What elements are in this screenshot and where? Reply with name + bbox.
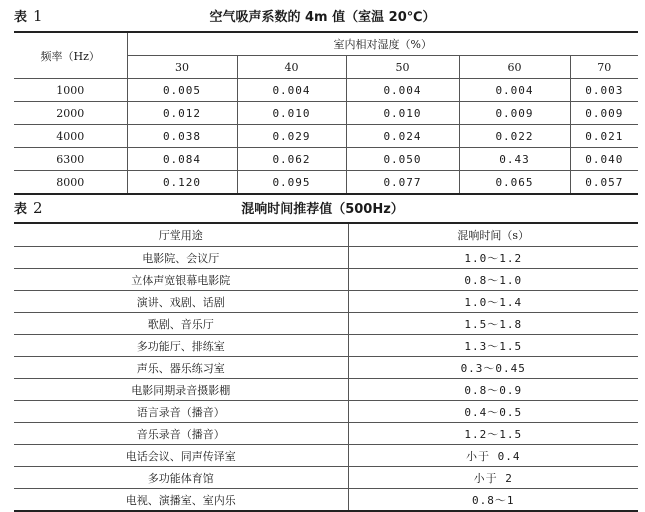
- humidity-column: 50: [346, 56, 459, 79]
- purpose-cell: 多功能厅、排练室: [14, 335, 348, 357]
- time-header: 混响时间（s）: [348, 223, 638, 247]
- time-cell: 1.2～1.5: [348, 423, 638, 445]
- table-row: [14, 313, 638, 335]
- coefficient-cell: 0.050: [346, 148, 459, 171]
- coefficient-cell: 0.062: [237, 148, 346, 171]
- humidity-column: 30: [127, 56, 237, 79]
- coefficient-cell: 0.012: [127, 102, 237, 125]
- coefficient-cell: 0.003: [570, 79, 638, 102]
- table-row: [14, 335, 638, 357]
- time-cell: 0.8～0.9: [348, 379, 638, 401]
- table2-caption: [0, 194, 645, 218]
- table-row: [14, 79, 638, 102]
- frequency-cell: 6300: [14, 148, 127, 171]
- purpose-cell: 声乐、器乐练习室: [14, 357, 348, 379]
- frequency-header: 频率（Hz）: [14, 32, 127, 79]
- table-row: [14, 423, 638, 445]
- purpose-cell: 立体声宽银幕电影院: [14, 269, 348, 291]
- time-cell: 0.4～0.5: [348, 401, 638, 423]
- humidity-column: 70: [570, 56, 638, 79]
- coefficient-cell: 0.084: [127, 148, 237, 171]
- table-row: [14, 379, 638, 401]
- table-row: [14, 247, 638, 269]
- table-row: [14, 401, 638, 423]
- coefficient-cell: 0.010: [237, 102, 346, 125]
- coefficient-cell: 0.021: [570, 125, 638, 148]
- coefficient-cell: 0.005: [127, 79, 237, 102]
- humidity-header: 室内相对湿度（%）: [127, 32, 638, 56]
- table-row: [14, 171, 638, 195]
- purpose-cell: 电影院、会议厅: [14, 247, 348, 269]
- time-cell: 1.0～1.4: [348, 291, 638, 313]
- table2-label: 表 2: [14, 199, 43, 217]
- table-row: [14, 445, 638, 467]
- coefficient-cell: 0.120: [127, 171, 237, 195]
- purpose-cell: 电视、演播室、室内乐: [14, 489, 348, 512]
- coefficient-cell: 0.009: [570, 102, 638, 125]
- coefficient-cell: 0.024: [346, 125, 459, 148]
- table-row: [14, 102, 638, 125]
- coefficient-cell: 0.004: [346, 79, 459, 102]
- coefficient-cell: 0.057: [570, 171, 638, 195]
- coefficient-cell: 0.065: [459, 171, 570, 195]
- coefficient-cell: 0.022: [459, 125, 570, 148]
- frequency-cell: 1000: [14, 79, 127, 102]
- table-row: [14, 148, 638, 171]
- coefficient-cell: 0.010: [346, 102, 459, 125]
- reverberation-time-table: [14, 222, 638, 512]
- time-cell: 小于 0.4: [348, 445, 638, 467]
- table2-title: 混响时间推荐值（500Hz）: [241, 202, 404, 217]
- coefficient-cell: 0.43: [459, 148, 570, 171]
- purpose-cell: 歌剧、音乐厅: [14, 313, 348, 335]
- coefficient-cell: 0.029: [237, 125, 346, 148]
- purpose-cell: 演讲、戏剧、话剧: [14, 291, 348, 313]
- time-cell: 0.8～1.0: [348, 269, 638, 291]
- coefficient-cell: 0.077: [346, 171, 459, 195]
- coefficient-cell: 0.004: [237, 79, 346, 102]
- coefficient-cell: 0.009: [459, 102, 570, 125]
- time-cell: 1.3～1.5: [348, 335, 638, 357]
- humidity-column: 60: [459, 56, 570, 79]
- frequency-cell: 4000: [14, 125, 127, 148]
- coefficient-cell: 0.038: [127, 125, 237, 148]
- coefficient-cell: 0.040: [570, 148, 638, 171]
- purpose-cell: 音乐录音（播音）: [14, 423, 348, 445]
- time-cell: 1.0～1.2: [348, 247, 638, 269]
- frequency-cell: 8000: [14, 171, 127, 195]
- table-row: [14, 357, 638, 379]
- table1-label: 表 1: [14, 7, 43, 25]
- time-cell: 0.3～0.45: [348, 357, 638, 379]
- time-cell: 1.5～1.8: [348, 313, 638, 335]
- humidity-column: 40: [237, 56, 346, 79]
- purpose-cell: 语言录音（播音）: [14, 401, 348, 423]
- coefficient-cell: 0.095: [237, 171, 346, 195]
- table-row: [14, 467, 638, 489]
- purpose-cell: 多功能体育馆: [14, 467, 348, 489]
- frequency-cell: 2000: [14, 102, 127, 125]
- purpose-header: 厅堂用途: [14, 223, 348, 247]
- coefficient-cell: 0.004: [459, 79, 570, 102]
- time-cell: 小于 2: [348, 467, 638, 489]
- purpose-cell: 电影同期录音摄影棚: [14, 379, 348, 401]
- purpose-cell: 电话会议、同声传译室: [14, 445, 348, 467]
- table1-title: 空气吸声系数的 4m 值（室温 20℃）: [209, 10, 436, 25]
- air-absorption-table: [14, 31, 638, 195]
- table-row: [14, 291, 638, 313]
- table-row: [14, 269, 638, 291]
- time-cell: 0.8～1: [348, 489, 638, 512]
- table-row: [14, 125, 638, 148]
- table1-caption: [0, 2, 645, 26]
